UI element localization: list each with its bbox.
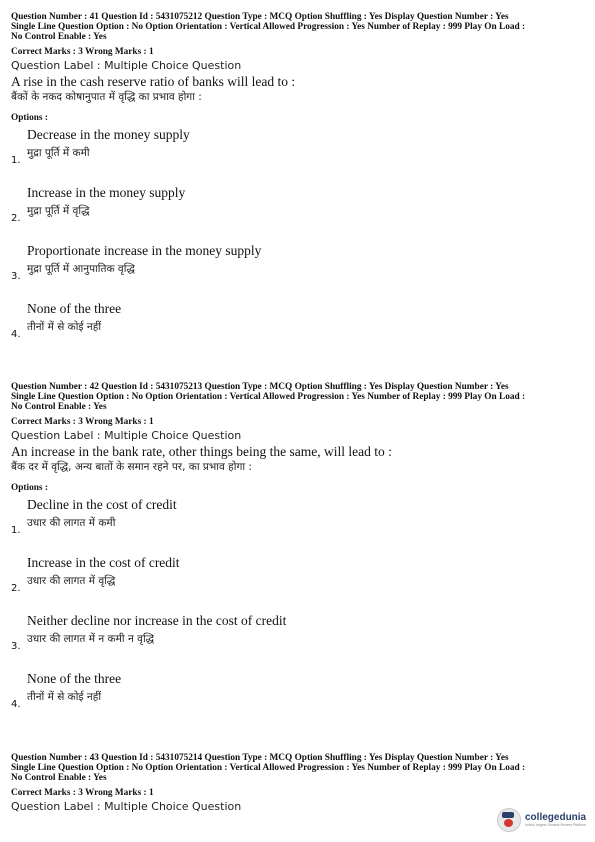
meta-line: No Control Enable : Yes bbox=[11, 402, 107, 412]
meta-line: Single Line Question Option : No Option Orientation : Vertical Allowed Progression : Yes Number of Replay : 999 Play On Load : bbox=[11, 22, 526, 32]
option-number: 4. bbox=[11, 699, 21, 710]
meta-line: No Control Enable : Yes bbox=[11, 32, 107, 42]
option-number: 3. bbox=[11, 641, 21, 652]
question-text-en: An increase in the bank rate, other things being the same, will lead to : bbox=[11, 444, 392, 459]
meta-line: Question Number : 41 Question Id : 5431075212 Question Type : MCQ Option Shuffling : Yes Display Question Number : Yes bbox=[11, 12, 509, 22]
question-marks: Correct Marks : 3 Wrong Marks : 1 bbox=[11, 788, 154, 798]
logo-text bbox=[525, 812, 586, 828]
meta-line: Question Number : 42 Question Id : 5431075213 Question Type : MCQ Option Shuffling : Yes Display Question Number : Yes bbox=[11, 382, 509, 392]
question-meta bbox=[11, 12, 586, 42]
options-label: Options : bbox=[11, 113, 48, 123]
option-number: 3. bbox=[11, 271, 21, 282]
option-text-en: Decrease in the money supply bbox=[27, 127, 190, 142]
option-1[interactable] bbox=[11, 495, 586, 553]
meta-line: Question Number : 43 Question Id : 5431075214 Question Type : MCQ Option Shuffling : Yes Display Question Number : Yes bbox=[11, 753, 509, 763]
question-text-hi: बैंकों के नकद कोषानुपात में वृद्धि का प्रभाव होगा : bbox=[11, 91, 202, 103]
logo-name: collegedunia bbox=[525, 812, 587, 823]
question-marks: Correct Marks : 3 Wrong Marks : 1 bbox=[11, 47, 154, 57]
option-3[interactable] bbox=[11, 611, 586, 669]
option-number: 4. bbox=[11, 329, 21, 340]
option-2[interactable] bbox=[11, 553, 586, 611]
option-1[interactable] bbox=[11, 125, 586, 183]
option-text-en: Increase in the cost of credit bbox=[27, 555, 180, 570]
option-3[interactable] bbox=[11, 241, 586, 299]
option-text-hi: मुद्रा पूर्ति में वृद्धि bbox=[27, 205, 90, 217]
option-number: 2. bbox=[11, 213, 21, 224]
question-marks: Correct Marks : 3 Wrong Marks : 1 bbox=[11, 417, 154, 427]
option-text-en: Neither decline nor increase in the cost of credit bbox=[27, 613, 287, 628]
meta-line: Single Line Question Option : No Option Orientation : Vertical Allowed Progression : Yes Number of Replay : 999 Play On Load : bbox=[11, 392, 526, 402]
option-4[interactable] bbox=[11, 299, 586, 357]
option-text-hi: मुद्रा पूर्ति में आनुपातिक वृद्धि bbox=[27, 263, 135, 275]
question-label: Question Label : Multiple Choice Question bbox=[11, 59, 242, 72]
graduate-icon bbox=[497, 808, 521, 832]
option-number: 1. bbox=[11, 525, 21, 536]
option-text-en: Decline in the cost of credit bbox=[27, 497, 177, 512]
question-block-42 bbox=[11, 382, 586, 727]
logo-tagline: India's largest Student Review Platform bbox=[525, 823, 586, 827]
question-text-hi: बैंक दर में वृद्धि, अन्य बातों के समान रहने पर, का प्रभाव होगा : bbox=[11, 461, 252, 473]
question-text-en: A rise in the cash reserve ratio of banks will lead to : bbox=[11, 74, 296, 89]
options-label: Options : bbox=[11, 483, 48, 493]
question-block-41 bbox=[11, 12, 586, 357]
option-text-en: Increase in the money supply bbox=[27, 185, 186, 200]
option-text-en: None of the three bbox=[27, 671, 122, 686]
question-label: Question Label : Multiple Choice Question bbox=[11, 800, 242, 813]
question-label: Question Label : Multiple Choice Question bbox=[11, 429, 242, 442]
option-2[interactable] bbox=[11, 183, 586, 241]
option-text-hi: तीनों में से कोई नहीं bbox=[27, 691, 102, 703]
question-meta bbox=[11, 753, 586, 783]
option-number: 2. bbox=[11, 583, 21, 594]
question-meta bbox=[11, 382, 586, 412]
option-text-en: None of the three bbox=[27, 301, 122, 316]
question-block-43 bbox=[11, 753, 586, 814]
option-text-hi: उधार की लागत में न कमी न वृद्धि bbox=[27, 633, 155, 645]
option-text-en: Proportionate increase in the money supply bbox=[27, 243, 262, 258]
option-text-hi: मुद्रा पूर्ति में कमी bbox=[27, 147, 90, 159]
option-text-hi: उधार की लागत में कमी bbox=[27, 517, 116, 529]
option-4[interactable] bbox=[11, 669, 586, 727]
collegedunia-logo bbox=[497, 806, 589, 834]
option-text-hi: तीनों में से कोई नहीं bbox=[27, 321, 102, 333]
option-number: 1. bbox=[11, 155, 21, 166]
meta-line: No Control Enable : Yes bbox=[11, 773, 107, 783]
meta-line: Single Line Question Option : No Option Orientation : Vertical Allowed Progression : Yes Number of Replay : 999 Play On Load : bbox=[11, 763, 526, 773]
option-text-hi: उधार की लागत में वृद्धि bbox=[27, 575, 116, 587]
